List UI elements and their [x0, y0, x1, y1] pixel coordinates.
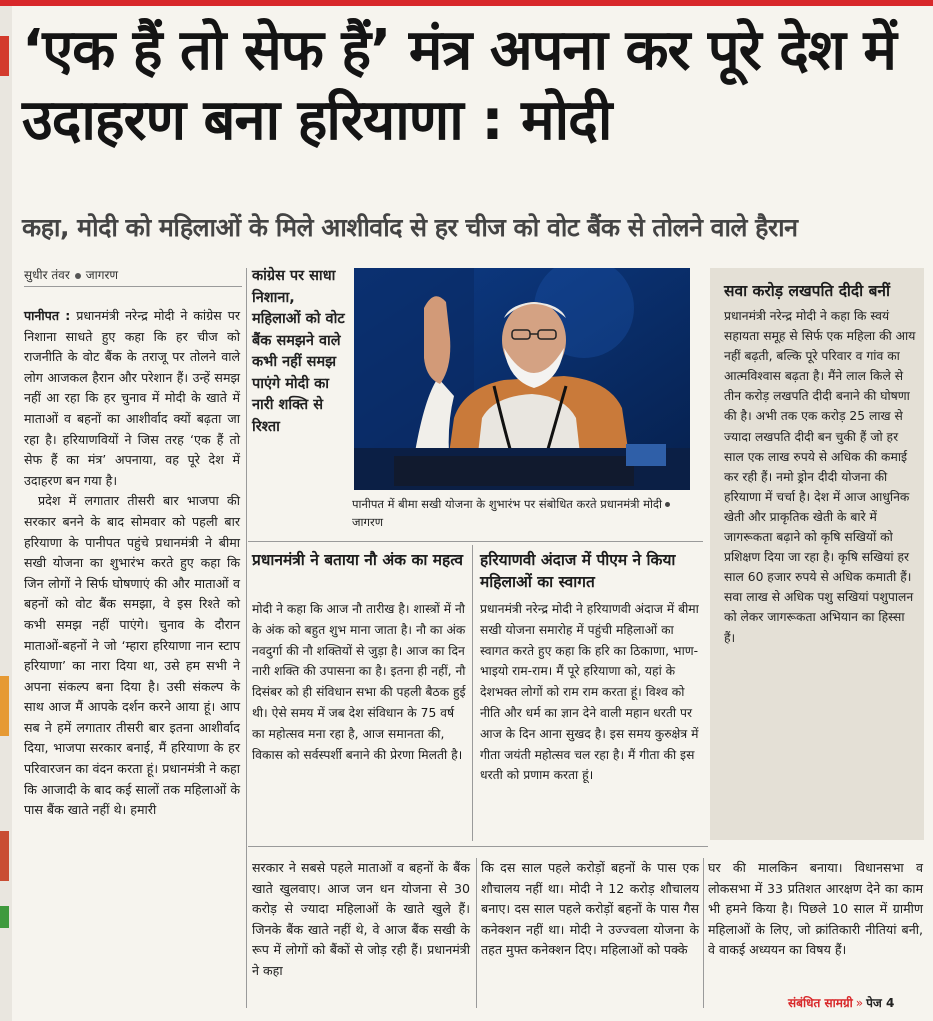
section-haryanvi-title: हरियाणवी अंदाज में पीएम ने किया महिलाओं का स्वागत [480, 551, 676, 591]
byline-dot-icon [75, 273, 81, 279]
bottom-column-4: घर की मालकिन बनाया। विधानसभा व लोकसभा में 33 प्रतिशत आरक्षण देने का काम भी हमने किया है। पिछले 10 साल में ग्रामीण महिलाओं के लिए, जो क्रांतिकारी नीतियां बनी, वे वाकई अध्ययन का विषय हैं। [708, 860, 923, 958]
bottom-column-2: सरकार ने सबसे पहले माताओं व बहनों के बैंक खाते खुलवाए। आज जन धन योजना से 30 करोड़ से ज्यादा महिलाओं के खाते खुले हैं। जिनके बैंक खाते नहीं थे, वे आज बैंक सखी के रूप में लोगों को बैंकों से जोड़ रही हैं। प्रधानमंत्री ने कहा [252, 860, 470, 978]
photo-credit: जागरण [352, 515, 384, 529]
adjacent-page-strip [0, 6, 12, 1021]
related-content-label: संबंधित सामग्री [788, 996, 853, 1010]
dateline: पानीपत : [24, 308, 71, 323]
sidebar-text: प्रधानमंत्री नरेन्द्र मोदी ने कहा कि स्वयं सहायता समूह से सिर्फ एक महिला की आय नहीं बढ़ती, बल्कि पूरे परिवार व गांव का आत्मविश्वास बढ़ता है। मैंने लाल किले से तीन करोड़ लखपति दीदी बनाने की घोषणा की है। अभी तक एक करोड़ 25 लाख से ज्यादा लखपति दीदी बन चुकी हैं जो हर साल एक लाख रुपये से अधिक की कमाई कर रही हैं। नमो ड्रोन दीदी योजना की हरियाणा में चर्चा है। देश में आज आधुनिक खेती और प्राकृतिक खेती के बारे में जागरूकता बढ़ाने को कृषि सखियों को प्रशिक्षण दिया जा रहा है। कृषि सखियां हर साल 60 हजार रुपये से अधिक कमाती हैं। सवा लाख से अधिक पशु सखियां पशुपालन को लेकर जागरूकता अभियान का हिस्सा हैं। [724, 309, 916, 645]
strip-red-block [0, 36, 9, 76]
lead-column [24, 306, 240, 1014]
byline-rule [24, 286, 242, 287]
top-color-bar [0, 0, 933, 6]
pull-quote: कांग्रेस पर साधा निशाना, महिलाओं को वोट बैंक समझने वाले कभी नहीं समझ पाएंगे मोदी का नारी शक्ति से रिश्ता [252, 268, 345, 435]
byline [24, 266, 118, 283]
photo-caption-text: पानीपत में बीमा सखी योजना के शुभारंभ पर संबोधित करते प्रधानमंत्री मोदी [352, 497, 663, 511]
strip-red-block-lower [0, 831, 9, 881]
strip-orange-block [0, 676, 9, 736]
section-nine-title: प्रधानमंत्री ने बताया नौ अंक का महत्व [252, 551, 464, 569]
photo-bottom-rule [248, 541, 703, 542]
sections-bottom-rule [248, 846, 708, 847]
caption-dot-icon [665, 502, 670, 507]
strip-green-block [0, 906, 9, 928]
column-divider-4 [703, 858, 704, 1008]
bottom-column-3: कि दस साल पहले करोड़ों बहनों के पास एक शौचालय नहीं था। मोदी ने 12 करोड़ शौचालय बनाए। दस साल पहले करोड़ों बहनों के पास गैस कनेक्शन नहीं था। मोदी ने उज्ज्वला योजना के तहत मुफ्त कनेक्शन दिए। महिलाओं को पक्के [481, 860, 699, 958]
photo-caption [352, 495, 692, 531]
lead-paragraph-1-text: प्रधानमंत्री नरेन्द्र मोदी ने कांग्रेस पर निशाना साधते हुए कहा कि हर चीज को राजनीति के वोट बैंक के तराजू पर तोलने वाले लोग आजकल हैरान और परेशान हैं। उन्हें समझ नहीं आ रहा कि हर चुनाव में मोदी के खाते में माताओं व बहनों का आशीर्वाद क्यों बढ़ता जा रहा है। हरियाणवियों ने जिस तरह ‘एक हैं तो सेफ हैं का मंत्र’ अपनाया, वह पूरे देश में उदाहरण बन गया है। [24, 308, 240, 488]
column-divider-3 [476, 858, 477, 1008]
sidebar-box [710, 268, 924, 840]
headline: ‘एक हैं तो सेफ हैं’ मंत्र अपना कर पूरे देश में उदाहरण बना हरियाणा : मोदी [22, 18, 896, 153]
column-divider-2 [472, 545, 473, 841]
byline-source: जागरण [85, 268, 119, 282]
section-haryanvi-text: प्रधानमंत्री नरेन्द्र मोदी ने हरियाणवी अंदाज में बीमा सखी योजना समारोह में पहुंची महिलाओं का स्वागत करते हुए कहा कि हरि का ठिकाणा, भाण-भाइयो राम-राम। मैं पूरे हरियाणा को, यहां के देशभक्त लोगों को राम राम करता हूं। विश्व को नीति और धर्म का ज्ञान देने वाली महान धरती पर आज के दिन आना सुखद है। इस समय कुरुक्षेत्र में गीता जयंती महोत्सव चल रहा है। मैं गीता की इस धरती को प्रणाम करता हूं। [480, 602, 699, 783]
lead-paragraph-2: प्रदेश में लगातार तीसरी बार भाजपा की सरकार बनने के बाद सोमवार को पहली बार हरियाणा के पानीपत पहुंचे प्रधानमंत्री ने बीमा सखी योजना का शुभारंभ करते हुए कहा कि जिन लोगों ने सिर्फ घोषणाएं की और माताओं व बहनों को वोट बैंक समझा, वे इस रिश्ते को कभी समझ नहीं पाएंगे। चुनाव के दौरान माताओं-बहनों ने जो ‘म्हारा हरियाणा नान स्टाप हरियाणा’ का नारा दिया था, उसे हम सभी ने अपना संकल्प बना दिया है। उसी संकल्प के साथ आज मैं आपके दर्शन करने आया हूं। आप सब ने हमें लगातार तीसरी बार इतना आशीर्वाद दिया, भाजपा सरकार बनाई, मैं हरियाणा के हर परिवारजन का वंदन करता हूं। प्रधानमंत्री ने कहा कि आजादी के बाद कई सालों तक महिलाओं के पास बैंक खाते नहीं थे। हमारी [24, 493, 240, 818]
page-reference: पेज 4 [866, 996, 895, 1010]
photo-illustration [354, 268, 690, 490]
section-nine-text: मोदी ने कहा कि आज नौ तारीख है। शास्त्रों में नौ के अंक को बहुत शुभ माना जाता है। नौ का अंक नवदुर्गा की नौ शक्तियों से जुड़ा है। आज का दिन नारी शक्ति की उपासना का है। इतना ही नहीं, नौ दिसंबर को ही संविधान सभा की पहली बैठक हुई थी। ऐसे समय में जब देश संविधान के 75 वर्ष का महोत्सव मना रहा है, आज समानता की, विकास को सर्वस्पर्शी बनाने की प्रेरणा मिलती है। [252, 602, 466, 762]
author-name: सुधीर तंवर [24, 268, 70, 282]
sidebar-title: सवा करोड़ लखपति दीदी बनीं [724, 282, 891, 300]
related-content-footer [788, 994, 894, 1011]
double-chevron-icon: » [855, 996, 864, 1010]
modi-speech-photo [354, 268, 690, 490]
lead-paragraph-1 [24, 306, 240, 491]
subheadline: कहा, मोदी को महिलाओं के मिले आशीर्वाद से हर चीज को वोट बैंक से तोलने वाले हैरान [22, 213, 798, 242]
column-divider-1 [246, 268, 247, 1008]
